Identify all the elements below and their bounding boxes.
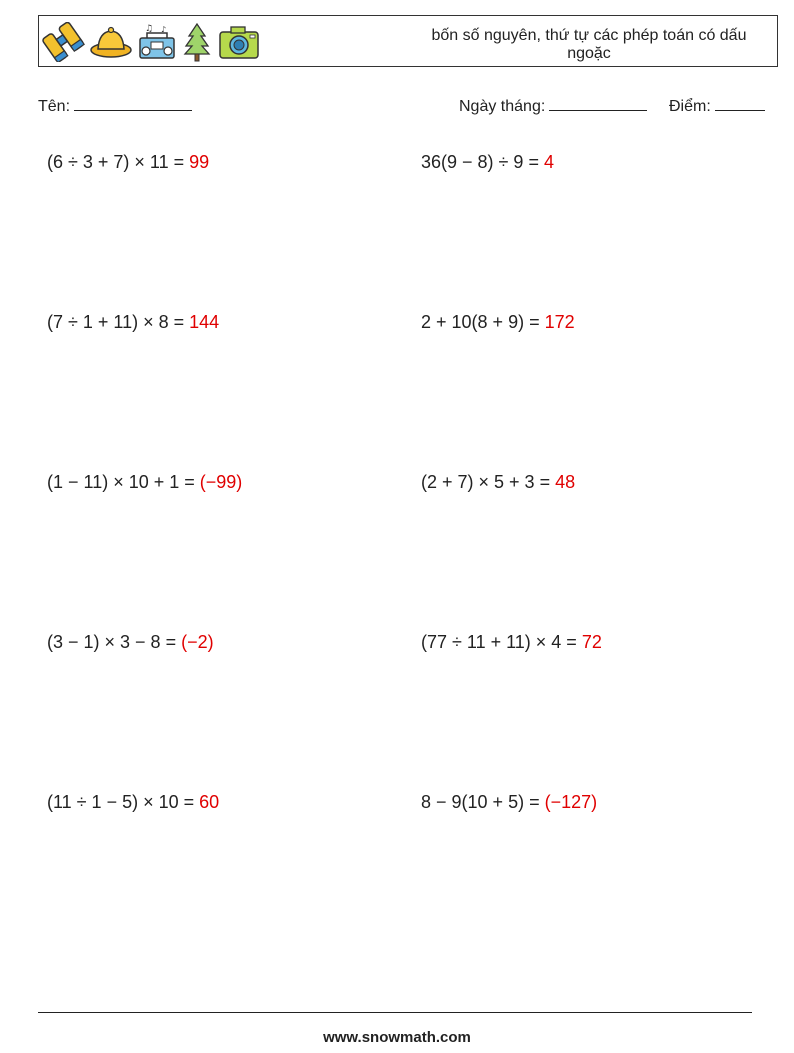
problem-expression: (6 ÷ 3 + 7) × 11 = — [47, 152, 190, 172]
score-label: Điểm: — [669, 98, 711, 115]
problem-4 — [421, 312, 575, 333]
problem-answer: (−2) — [181, 632, 214, 652]
problem-expression: (2 + 7) × 5 + 3 = — [421, 472, 556, 492]
problem-answer: 4 — [543, 152, 554, 172]
date-line — [549, 94, 647, 111]
problem-expression: (7 ÷ 1 + 11) × 8 = — [47, 312, 190, 332]
header-icons — [41, 20, 261, 64]
problem-6 — [421, 472, 575, 493]
date-label: Ngày tháng: — [459, 98, 546, 115]
problem-5 — [47, 472, 242, 493]
problem-answer: 72 — [581, 632, 602, 652]
hat-icon — [89, 22, 133, 62]
problem-expression: 2 + 10(8 + 9) = — [421, 312, 545, 332]
tree-icon — [181, 22, 213, 62]
name-label: Tên: — [38, 98, 71, 115]
problem-10 — [421, 792, 597, 813]
svg-text:♫: ♫ — [145, 24, 154, 34]
camera-icon — [217, 22, 261, 62]
problem-answer: 99 — [189, 152, 210, 172]
score-line — [715, 94, 765, 111]
footer-divider — [38, 1012, 752, 1013]
binoculars-icon — [41, 22, 85, 62]
problem-answer: 172 — [544, 312, 575, 332]
problem-expression: (11 ÷ 1 − 5) × 10 = — [47, 792, 200, 812]
problem-expression: 8 − 9(10 + 5) = — [421, 792, 545, 812]
problem-9 — [47, 792, 219, 813]
footer-site-link[interactable]: www.snowmath.com — [323, 1029, 471, 1046]
worksheet-header — [38, 15, 778, 67]
radio-icon — [137, 22, 177, 62]
problem-answer: 48 — [555, 472, 576, 492]
problem-expression: (3 − 1) × 3 − 8 = — [47, 632, 182, 652]
name-field — [38, 94, 192, 116]
problem-1 — [47, 152, 209, 173]
problem-answer: (−127) — [544, 792, 598, 812]
problem-answer: 60 — [199, 792, 220, 812]
problem-expression: (77 ÷ 11 + 11) × 4 = — [421, 632, 582, 652]
svg-text:♪: ♪ — [161, 25, 167, 34]
problem-expression: (1 − 11) × 10 + 1 = — [47, 472, 200, 492]
problem-answer: (−99) — [199, 472, 243, 492]
worksheet-title: bốn số nguyên, thứ tự các phép toán có dấu ngoặc — [431, 27, 747, 62]
problem-answer: 144 — [189, 312, 220, 332]
problem-expression: 36(9 − 8) ÷ 9 = — [421, 152, 544, 172]
date-field — [459, 94, 647, 116]
problem-8 — [421, 632, 602, 653]
problem-7 — [47, 632, 214, 653]
problem-2 — [421, 152, 554, 173]
score-field — [669, 94, 765, 116]
name-line — [74, 94, 192, 111]
problem-3 — [47, 312, 219, 333]
